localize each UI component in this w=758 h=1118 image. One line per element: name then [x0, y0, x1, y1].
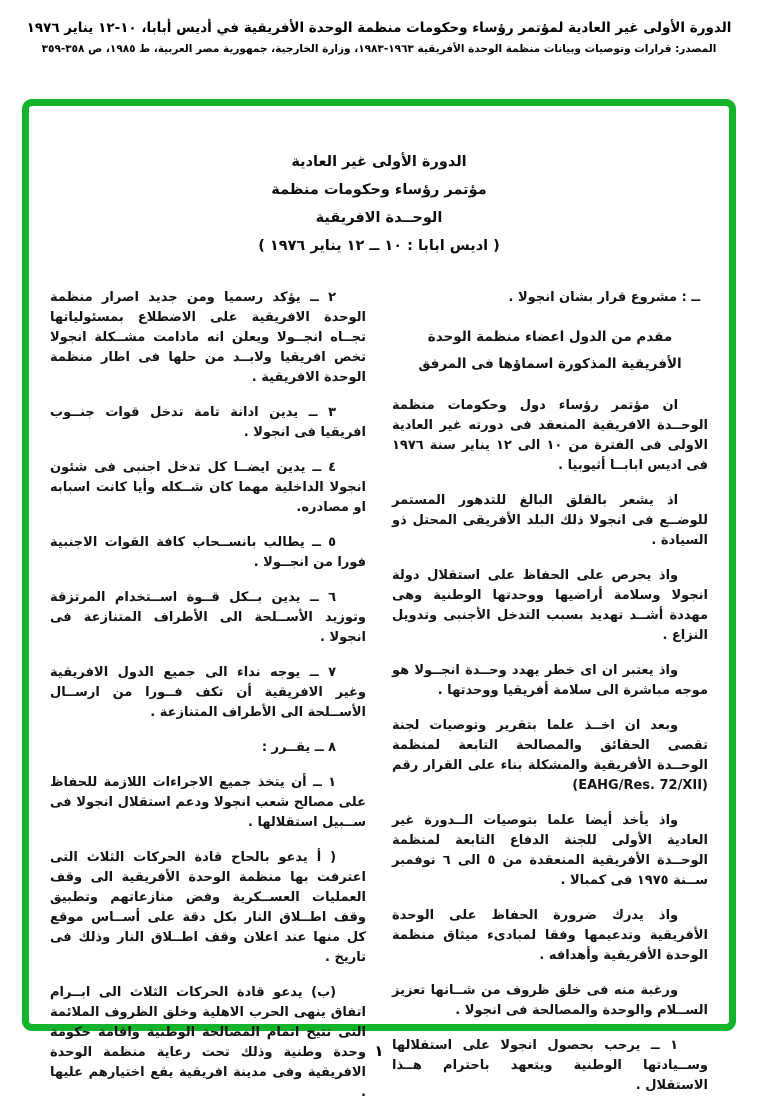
page-number: ١ — [374, 1042, 384, 1060]
paragraph-operative-3: ٣ ــ يدين ادانة تامة تدخل قوات جنــوب افريقيا فى انجولا . — [50, 405, 366, 440]
paragraph-independence: واذ يحرص على الحفاظ على استقلال دولة انجولا وسلامة أراضيها ووحدتها الوطنية وهى مهددة أشــد تهديد بسبب التدخل الأجنبى وتدويل النزاع . — [392, 568, 708, 643]
paragraph-operative-7: ٧ ــ يوجه نداء الى جميع الدول الافريقية وغير الافريقية أن تكف فــورا من ارســال الأســلحة الى الأطراف المتنازعة . — [50, 665, 366, 720]
title-line-assembly: مؤتمر رؤساء وحكومات منظمة — [271, 182, 487, 198]
paragraph-operative-1: ١ ــ يرحب بحصول انجولا على استقلالها وســيادتها الوطنية ويتعهد باحترام هــذا الاستقلال . — [392, 1038, 708, 1093]
draft-resolution-heading: ــ : مشروع قرار بشان انجولا . — [508, 290, 701, 305]
paragraph-preamble-assembly: ان مؤتمر رؤساء دول وحكومات منظمة الوحــدة الافريقية المنعقد فى دورته غير العادية الاولى فى الفترة من ١٠ الى ١٢ يناير سنة ١٩٧٦ فى اديس ابابــا أثيوبيا . — [392, 398, 709, 473]
paragraph-concern: اذ يشعر بالقلق البالغ للتدهور المستمر للوضــع فى انجولا ذلك البلد الأفريقى المحتل ذو السيادة . — [392, 493, 708, 548]
paragraph-unity-charter: واذ يدرك ضرورة الحفاظ على الوحدة الأفريقية وتدعيمها وفقا لمبادىء ميثاق منظمة الوحدة الأفريقية وأهدافه . — [392, 908, 708, 963]
subheading-line-1: مقدم من الدول اعضاء منظمة الوحدة — [427, 329, 673, 345]
paragraph-defence-committee: واذ يأخذ أيضا علما بتوصيات الــدورة غير العادية الأولى للجنة الدفاع التابعة لمنظمة الوحــدة الأفريقية المنعقدة من ٥ الى ٦ نوفمبر ســنة ١٩٧٥ فى كمبالا . — [392, 813, 708, 888]
paragraph-operative-6: ٦ ــ يدين بــكل قــوة اســتخدام المرتزقة وتوزيد الأســلحة الى الأطراف المتنازعة فى انجولا . — [50, 590, 366, 645]
header-source-citation: المصدر: قرارات وتوصيات وبيانات منظمة الوحدة الأفريقية ١٩٦٣-١٩٨٣، وزارة الخارجية، جمهورية مصر العربية، ط ١٩٨٥، ص ٣٥٨-٣٥٩ — [41, 43, 717, 55]
paragraph-decision-b: (ب) يدعو قادة الحركات الثلاث الى ابــرام اتفاق ينهى الحرب الاهلية وخلق الظروف الملائمة التى تتيح اتمام المصالحة الوطنية واقامة حكومة وحدة وطنية وذلك تحت رعاية منظمة الوحدة الافريقية وفى مدينة افريقية يقع اختيارهم عليها . — [50, 985, 366, 1100]
document-frame — [22, 99, 736, 1100]
paragraph-operative-5: ٥ ــ يطالب بانســحاب كافة القوات الاجنبية فورا من انجــولا . — [50, 535, 366, 570]
paragraph-operative-8-decides: ٨ ــ يقــرر : — [261, 740, 337, 755]
title-line-session: الدورة الأولى غير العادية — [291, 154, 467, 170]
title-line-organization: الوحــدة الافريقية — [315, 210, 443, 226]
header-session-title: الدورة الأولى غير العادية لمؤتمر رؤساء وحكومات منظمة الوحدة الأفريقية في أديس أبابا، ١٠-١٢ يناير ١٩٧٦ — [26, 20, 732, 36]
column-left — [50, 288, 366, 1118]
paragraph-commission-report: وبعد ان اخــذ علما بتقرير وتوصيات لجنة تقصى الحقائق والمصالحة التابعة لمنظمة الوحــدة الأفريقية والمشكلة بناء على القرار رقم (EAHG/Res. 72/XII) — [392, 718, 708, 793]
paragraph-threat: واذ يعتبر ان اى خطر يهدد وحــدة انجــولا هو موجه مباشرة الى سلامة أفريقيا ووحدتها . — [392, 663, 708, 698]
subheading-line-2: الأفريقية المذكورة اسماؤها فى المرفق — [418, 356, 682, 372]
title-line-place-date: ( اديس ابابا : ١٠ ــ ١٢ يناير ١٩٧٦ ) — [258, 238, 500, 254]
submitted-by-subheading — [392, 324, 708, 378]
paragraph-operative-2: ٢ ــ يؤكد رسميا ومن جديد اصرار منظمة الوحدة الافريقية على الاضطلاع بمسئولياتها تجــاه انجــولا ويعلن انه مادامت مشــكلة انجولا تخص افريقيا ولابــد من حلها فى اطار منظمة الوحدة الافريقية . — [50, 290, 366, 385]
paragraph-decision-1: ١ ــ أن يتخذ جميع الاجراءات اللازمة للحفاظ على مصالح شعب انجولا ودعم استقلال انجولا فى ســبيل استقلالها . — [50, 775, 366, 830]
paragraph-operative-4: ٤ ــ يدين ايضــا كل تدخل اجنبى فى شئون انجولا الداخلية مهما كان شــكله وأيا كانت اسبابه او مصادره. — [50, 460, 366, 515]
column-right — [392, 288, 708, 1118]
two-column-body — [29, 288, 729, 1118]
paragraph-desire-peace: ورغبة منه فى خلق ظروف من شــانها تعزيز الســلام والوحدة والمصالحة فى انجولا . — [392, 983, 708, 1018]
paragraph-decision-a: ( أ يدعو بالحاح قادة الحركات الثلاث التى اعترفت بها منظمة الوحدة الأفريقية الى وقف العمليات العســكرية وفض منازعاتهم وتطبيق وقف اطــلاق النار بكل دقة على أســاس موقع كل منها عند اعلان وقف اطــلاق النار وذلك فى تاريخ . — [50, 850, 366, 965]
page-footer — [0, 1042, 758, 1060]
document-header — [0, 20, 758, 55]
title-block — [29, 148, 729, 260]
